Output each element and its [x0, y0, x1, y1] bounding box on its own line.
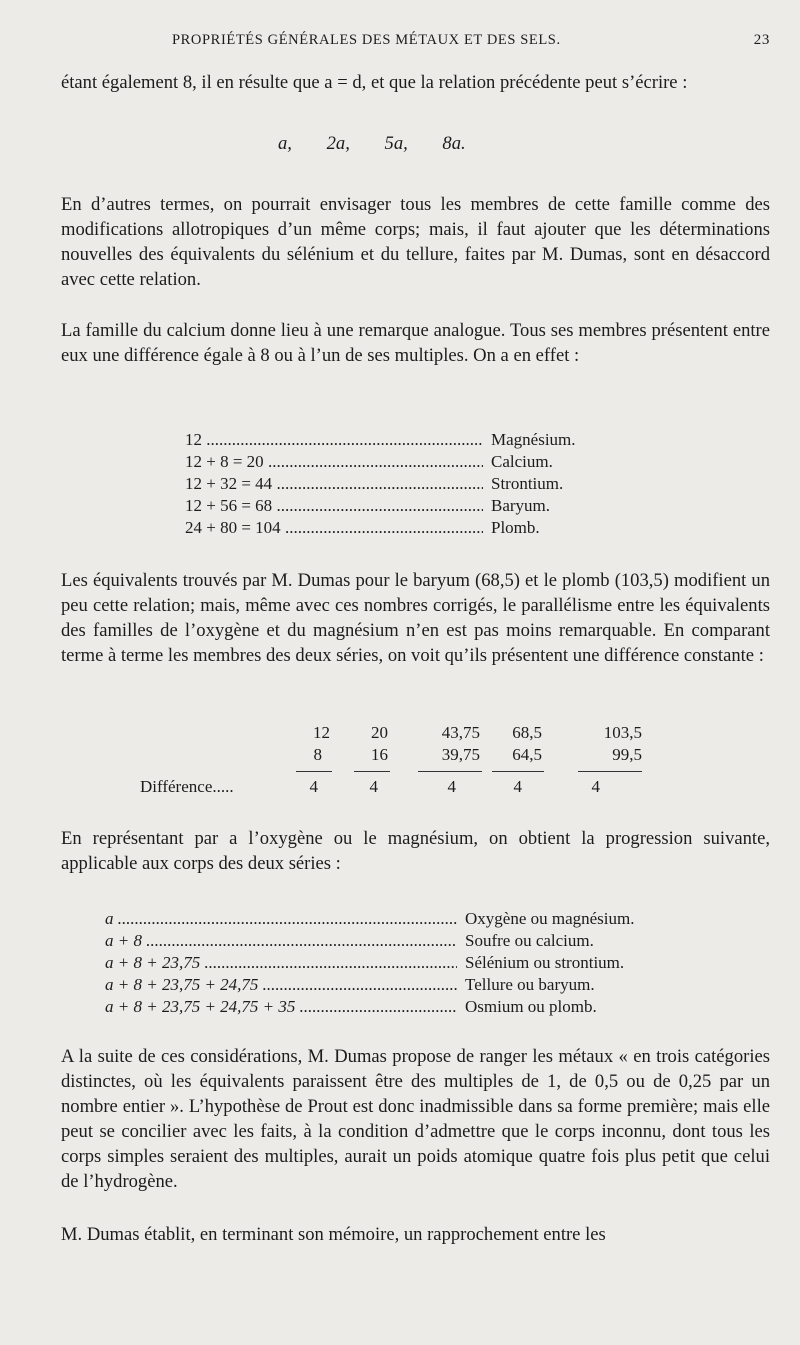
formula-term: 2a, [326, 133, 350, 154]
table-cell: 64,5 [512, 745, 542, 764]
formula-series [278, 133, 496, 155]
table-cell: 103,5 [603, 723, 642, 742]
list-name: Strontium. [491, 474, 564, 493]
paragraph-5: En représentant par a l’oxygène ou le magnésium, on obtient la progression suivante, applicable aux corps des deux séries : [61, 828, 770, 874]
list-name: Magnésium. [491, 430, 576, 449]
paragraph-6: A la suite de ces considérations, M. Dumas propose de ranger les métaux « en trois catégories distinctes, où les équivalents paraissent être des multiples de 1, de 0,5 ou de 0,25 par un nombre entier ». L’hypothèse de Prout est donc inadmissible dans sa forme première; mais elle peut se concilier avec les faits, à la condition d’admettre que le corps inconnu, dont tous les corps simples seraient des multiples, aurait un poids atomique quatre fois plus petit que celui de l’hydrogène. [61, 1046, 770, 1192]
table-cell: 4 [447, 777, 456, 796]
table-cell: 12 [313, 723, 330, 742]
table-cell: 99,5 [612, 745, 642, 764]
list-expr: a + 8 + 23,75 + 24,75 ..... [105, 974, 457, 996]
list-item [105, 930, 635, 952]
list-item [105, 952, 635, 974]
table-cell: 4 [309, 777, 318, 796]
table-cell: 20 [371, 723, 388, 742]
list-name: Sélénium ou strontium. [465, 953, 625, 972]
formula-term: 5a, [384, 133, 408, 154]
progression-list [105, 908, 635, 1018]
paragraph-2: En d’autres termes, on pourrait envisager tous les membres de cette famille comme des modifications allotropiques d’un même corps; mais, il faut ajouter que les déterminations nouvelles des équivalents du sélénium et du tellure, faites par M. Dumas, sont en désaccord avec cette relation. [61, 194, 770, 290]
table-cell: 8 [313, 745, 322, 764]
list-expr: 24 + 80 = 104 ..... [185, 517, 483, 539]
table-cell: 16 [371, 745, 388, 764]
list-name: Calcium. [491, 452, 553, 471]
list-item [185, 473, 576, 495]
list-expr: 12 + 32 = 44 ..... [185, 473, 483, 495]
rule-line [578, 771, 642, 772]
table-cell: 68,5 [512, 723, 542, 742]
table-cell: 4 [591, 777, 600, 796]
list-item [105, 908, 635, 930]
page-number: 23 [753, 32, 770, 48]
paragraph-7: M. Dumas établit, en terminant son mémoire, un rapprochement entre les [61, 1224, 606, 1245]
paragraph-4: Les équivalents trouvés par M. Dumas pour le baryum (68,5) et le plomb (103,5) modifient un peu cette relation; mais, même avec ces nombres corrigés, le parallélisme entre les équivalents des familles de l’oxygène et du magnésium n’en est pas moins remarquable. En comparant terme à terme les membres des deux séries, on voit qu’ils présentent une différence constante : [61, 570, 770, 666]
rule-line [354, 771, 390, 772]
formula-term: a, [278, 133, 292, 154]
list-expr: a + 8 + 23,75 ..... [105, 952, 457, 974]
paragraph-3: La famille du calcium donne lieu à une remarque analogue. Tous ses membres présentent entre eux une différence égale à 8 ou à l’un de ses multiples. On a en effet : [61, 320, 770, 366]
list-item [185, 429, 576, 451]
rule-line [296, 771, 332, 772]
list-name: Tellure ou baryum. [465, 975, 595, 994]
list-item [185, 451, 576, 473]
formula-term: 8a. [442, 133, 466, 154]
table-cell: 39,75 [441, 745, 480, 764]
table-cell: 4 [369, 777, 378, 796]
list-expr: a + 8 + 23,75 + 24,75 + 35 ..... [105, 996, 457, 1018]
list-expr: a + 8 ..... [105, 930, 457, 952]
difference-label: Différence..... [140, 777, 234, 796]
list-name: Osmium ou plomb. [465, 997, 597, 1016]
list-name: Plomb. [491, 518, 540, 537]
list-item [185, 517, 576, 539]
list-name: Oxygène ou magnésium. [465, 909, 635, 928]
list-item [105, 974, 635, 996]
list-name: Soufre ou calcium. [465, 931, 594, 950]
running-header [60, 32, 770, 54]
table-cell: 43,75 [441, 723, 480, 742]
rule-line [492, 771, 544, 772]
list-expr: 12 + 56 = 68 ..... [185, 495, 483, 517]
header-title: PROPRIÉTÉS GÉNÉRALES DES MÉTAUX ET DES SELS. [172, 32, 561, 48]
list-expr: a ..... [105, 908, 457, 930]
list-item [105, 996, 635, 1018]
list-item [185, 495, 576, 517]
rule-line [418, 771, 482, 772]
list-name: Baryum. [491, 496, 551, 515]
table-cell: 4 [513, 777, 522, 796]
list-expr: 12 + 8 = 20 ..... [185, 451, 483, 473]
list-expr: 12 ..... [185, 429, 483, 451]
paragraph-1: étant également 8, il en résulte que a = d, et que la relation précédente peut s’écrire : [61, 72, 688, 93]
calcium-family-list [185, 429, 576, 539]
